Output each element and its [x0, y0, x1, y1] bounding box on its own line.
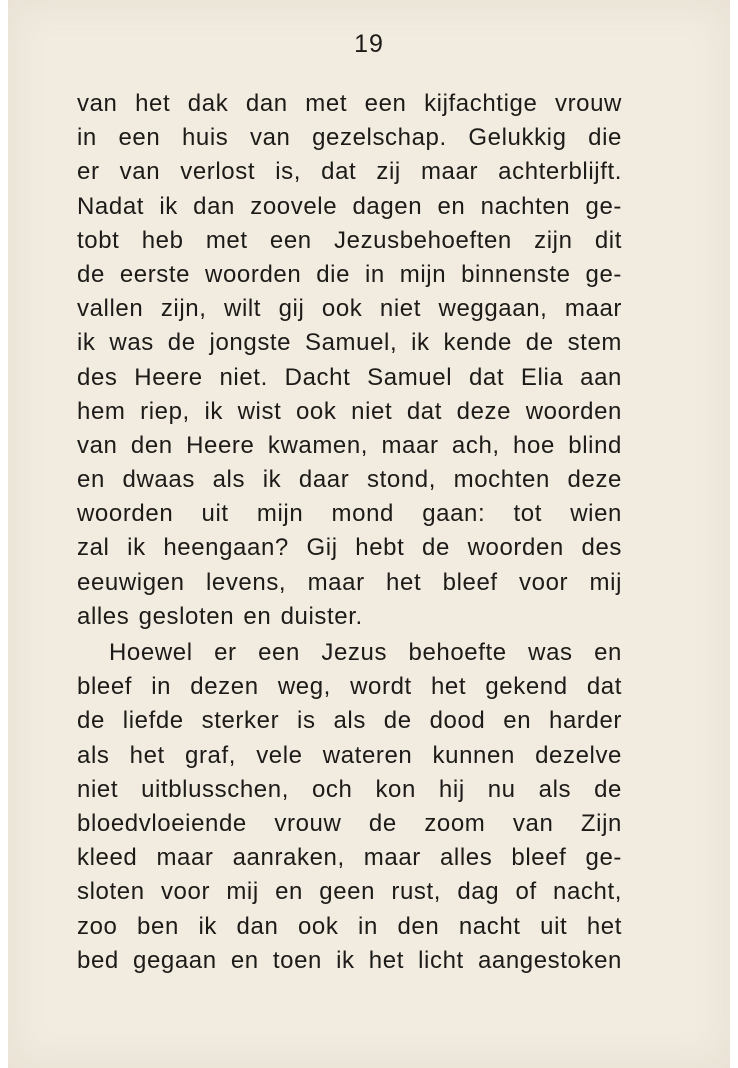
text-line: de eerste woorden die in mijn binnenste ge-	[77, 260, 622, 288]
text-line: eeuwigen levens, maar het bleef voor mij	[77, 568, 622, 596]
text-line: bloedvloeiende vrouw de zoom van Zijn	[77, 809, 622, 837]
text-line: hem riep, ik wist ook niet dat deze woorden	[77, 397, 622, 425]
text-line: zal ik heengaan? Gij hebt de woorden des	[77, 534, 622, 562]
text-line: des Heere niet. Dacht Samuel dat Elia aan	[77, 363, 622, 391]
text-line: kleed maar aanraken, maar alles bleef ge-	[77, 844, 622, 872]
text-line: woorden uit mijn mond gaan: tot wien	[77, 500, 622, 528]
text-line: in een huis van gezelschap. Gelukkig die	[77, 124, 622, 152]
text-line: alles gesloten en duister.	[77, 602, 363, 630]
body-text	[77, 87, 622, 978]
text-line: en dwaas als ik daar stond, mochten deze	[77, 466, 622, 494]
paragraph-1	[77, 87, 622, 634]
text-line: als het graf, vele wateren kunnen dezelve	[77, 741, 622, 769]
text-line: tobt heb met een Jezusbehoeften zijn dit	[77, 226, 622, 254]
text-line: niet uitblusschen, och kon hij nu als de	[77, 775, 622, 803]
text-line: de liefde sterker is als de dood en harder	[77, 707, 622, 735]
text-line: bleef in dezen weg, wordt het gekend dat	[77, 673, 622, 701]
text-line: ik was de jongste Samuel, ik kende de stem	[77, 329, 622, 357]
text-line: bed gegaan en toen ik het licht aangestoken	[77, 946, 622, 974]
text-line: vallen zijn, wilt gij ook niet weggaan, maar	[77, 295, 622, 323]
book-page	[8, 0, 730, 1068]
page-number: 19	[354, 30, 384, 58]
text-line: Hoewel er een Jezus behoefte was en	[109, 639, 622, 666]
text-line: sloten voor mij en geen rust, dag of nacht,	[77, 878, 622, 906]
text-line: van den Heere kwamen, maar ach, hoe blind	[77, 431, 622, 459]
text-line: zoo ben ik dan ook in den nacht uit het	[77, 912, 622, 940]
text-line: Nadat ik dan zoovele dagen en nachten ge-	[77, 192, 622, 220]
text-line: er van verlost is, dat zij maar achterblijft.	[77, 158, 622, 186]
text-line: van het dak dan met een kijfachtige vrouw	[77, 90, 622, 117]
paragraph-2	[77, 636, 622, 978]
